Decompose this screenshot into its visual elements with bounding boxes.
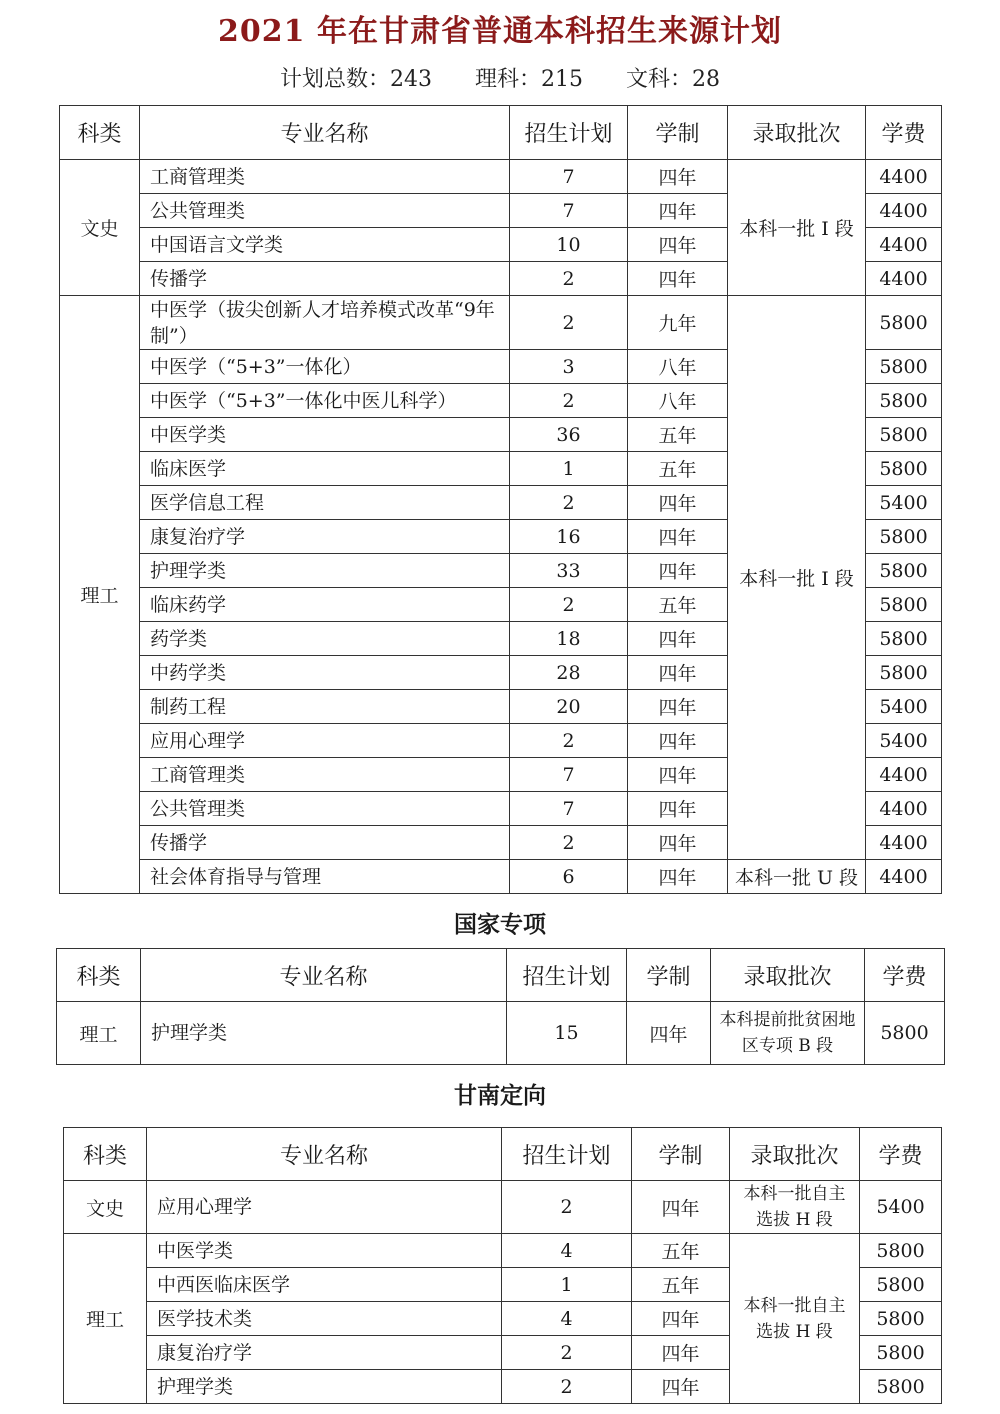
plan-cell: 2 bbox=[510, 588, 628, 622]
major-cell: 制药工程 bbox=[140, 690, 510, 724]
duration-cell: 四年 bbox=[628, 194, 728, 228]
duration-cell: 四年 bbox=[628, 860, 728, 894]
summary-science: 理科：215 bbox=[475, 67, 583, 92]
duration-cell: 四年 bbox=[628, 826, 728, 860]
header-batch: 录取批次 bbox=[730, 1128, 860, 1181]
header-batch: 录取批次 bbox=[728, 106, 866, 160]
gannan-plan-table bbox=[63, 1127, 942, 1404]
header-batch: 录取批次 bbox=[711, 949, 865, 1002]
duration-cell: 四年 bbox=[627, 1002, 711, 1065]
fee-cell: 5800 bbox=[866, 418, 942, 452]
table-header-row bbox=[57, 949, 945, 1002]
major-cell: 工商管理类 bbox=[140, 758, 510, 792]
major-cell: 中医学（拔尖创新人才培养模式改革“9年制”） bbox=[140, 296, 510, 350]
major-cell: 公共管理类 bbox=[140, 194, 510, 228]
major-cell: 中医学（“5+3”一体化） bbox=[140, 350, 510, 384]
page-title: 2021 年在甘肃省普通本科招生来源计划 bbox=[218, 14, 782, 49]
section-heading-national: 国家专项 bbox=[454, 912, 546, 938]
header-duration: 学制 bbox=[627, 949, 711, 1002]
plan-cell: 10 bbox=[510, 228, 628, 262]
table-row bbox=[64, 1181, 942, 1234]
duration-cell: 四年 bbox=[632, 1302, 730, 1336]
major-cell: 中药学类 bbox=[140, 656, 510, 690]
header-plan: 招生计划 bbox=[510, 106, 628, 160]
plan-cell: 7 bbox=[510, 792, 628, 826]
table-row bbox=[60, 296, 942, 350]
header-fee: 学费 bbox=[865, 949, 945, 1002]
fee-cell: 5800 bbox=[866, 588, 942, 622]
fee-cell: 4400 bbox=[866, 792, 942, 826]
header-duration: 学制 bbox=[632, 1128, 730, 1181]
fee-cell: 5800 bbox=[860, 1370, 942, 1404]
duration-cell: 四年 bbox=[632, 1181, 730, 1234]
major-cell: 社会体育指导与管理 bbox=[140, 860, 510, 894]
duration-cell: 四年 bbox=[628, 792, 728, 826]
duration-cell: 四年 bbox=[628, 520, 728, 554]
plan-cell: 16 bbox=[510, 520, 628, 554]
duration-cell: 五年 bbox=[628, 418, 728, 452]
plan-cell: 2 bbox=[502, 1336, 632, 1370]
fee-cell: 5800 bbox=[866, 296, 942, 350]
duration-cell: 五年 bbox=[632, 1268, 730, 1302]
fee-cell: 4400 bbox=[866, 826, 942, 860]
national-plan-table bbox=[56, 948, 945, 1065]
major-cell: 传播学 bbox=[140, 262, 510, 296]
plan-cell: 20 bbox=[510, 690, 628, 724]
plan-cell: 4 bbox=[502, 1302, 632, 1336]
duration-cell: 四年 bbox=[628, 554, 728, 588]
fee-cell: 5800 bbox=[866, 656, 942, 690]
major-cell: 传播学 bbox=[140, 826, 510, 860]
fee-cell: 4400 bbox=[866, 758, 942, 792]
duration-cell: 五年 bbox=[628, 588, 728, 622]
major-cell: 中西医临床医学 bbox=[147, 1268, 502, 1302]
fee-cell: 4400 bbox=[866, 160, 942, 194]
header-category: 科类 bbox=[60, 106, 140, 160]
major-cell: 药学类 bbox=[140, 622, 510, 656]
duration-cell: 八年 bbox=[628, 350, 728, 384]
header-category: 科类 bbox=[57, 949, 141, 1002]
batch-cell: 本科一批自主选拔 H 段 bbox=[730, 1234, 860, 1404]
plan-cell: 2 bbox=[510, 724, 628, 758]
duration-cell: 四年 bbox=[632, 1336, 730, 1370]
fee-cell: 5400 bbox=[866, 724, 942, 758]
major-cell: 临床药学 bbox=[140, 588, 510, 622]
major-cell: 医学技术类 bbox=[147, 1302, 502, 1336]
plan-cell: 1 bbox=[502, 1268, 632, 1302]
plan-summary bbox=[0, 62, 1000, 93]
table-row bbox=[60, 860, 942, 894]
fee-cell: 5400 bbox=[866, 690, 942, 724]
plan-cell: 7 bbox=[510, 758, 628, 792]
major-cell: 工商管理类 bbox=[140, 160, 510, 194]
category-cell: 理工 bbox=[57, 1002, 141, 1065]
category-cell: 理工 bbox=[64, 1234, 147, 1404]
plan-cell: 28 bbox=[510, 656, 628, 690]
batch-cell: 本科一批自主选拔 H 段 bbox=[730, 1181, 860, 1234]
major-cell: 应用心理学 bbox=[140, 724, 510, 758]
plan-cell: 7 bbox=[510, 194, 628, 228]
fee-cell: 5800 bbox=[866, 452, 942, 486]
category-cell: 理工 bbox=[60, 296, 140, 894]
major-cell: 中医学（“5+3”一体化中医儿科学） bbox=[140, 384, 510, 418]
plan-cell: 2 bbox=[502, 1181, 632, 1234]
fee-cell: 4400 bbox=[866, 860, 942, 894]
major-cell: 康复治疗学 bbox=[147, 1336, 502, 1370]
header-major: 专业名称 bbox=[141, 949, 507, 1002]
fee-cell: 5800 bbox=[860, 1234, 942, 1268]
main-plan-table bbox=[59, 105, 942, 894]
duration-cell: 五年 bbox=[628, 452, 728, 486]
header-fee: 学费 bbox=[866, 106, 942, 160]
major-cell: 护理学类 bbox=[140, 554, 510, 588]
plan-cell: 2 bbox=[510, 262, 628, 296]
fee-cell: 5400 bbox=[866, 486, 942, 520]
fee-cell: 5800 bbox=[860, 1302, 942, 1336]
header-category: 科类 bbox=[64, 1128, 147, 1181]
category-cell: 文史 bbox=[64, 1181, 147, 1234]
major-cell: 康复治疗学 bbox=[140, 520, 510, 554]
batch-cell: 本科一批 I 段 bbox=[728, 296, 866, 860]
plan-cell: 1 bbox=[510, 452, 628, 486]
fee-cell: 5800 bbox=[860, 1336, 942, 1370]
fee-cell: 5800 bbox=[866, 622, 942, 656]
major-cell: 临床医学 bbox=[140, 452, 510, 486]
plan-cell: 6 bbox=[510, 860, 628, 894]
fee-cell: 4400 bbox=[866, 262, 942, 296]
plan-cell: 18 bbox=[510, 622, 628, 656]
plan-cell: 33 bbox=[510, 554, 628, 588]
batch-cell: 本科一批 I 段 bbox=[728, 160, 866, 296]
table-header-row bbox=[64, 1128, 942, 1181]
duration-cell: 四年 bbox=[628, 758, 728, 792]
duration-cell: 四年 bbox=[628, 228, 728, 262]
duration-cell: 九年 bbox=[628, 296, 728, 350]
plan-cell: 2 bbox=[510, 486, 628, 520]
category-cell: 文史 bbox=[60, 160, 140, 296]
fee-cell: 4400 bbox=[866, 228, 942, 262]
major-cell: 护理学类 bbox=[147, 1370, 502, 1404]
fee-cell: 5800 bbox=[866, 520, 942, 554]
table-row bbox=[64, 1234, 942, 1268]
plan-cell: 2 bbox=[510, 384, 628, 418]
duration-cell: 四年 bbox=[628, 622, 728, 656]
header-major: 专业名称 bbox=[147, 1128, 502, 1181]
table-row bbox=[60, 160, 942, 194]
duration-cell: 四年 bbox=[632, 1370, 730, 1404]
major-cell: 中医学类 bbox=[140, 418, 510, 452]
plan-cell: 36 bbox=[510, 418, 628, 452]
plan-cell: 2 bbox=[502, 1370, 632, 1404]
major-cell: 公共管理类 bbox=[140, 792, 510, 826]
summary-total: 计划总数：243 bbox=[280, 67, 432, 92]
fee-cell: 5800 bbox=[865, 1002, 945, 1065]
plan-cell: 3 bbox=[510, 350, 628, 384]
header-plan: 招生计划 bbox=[507, 949, 627, 1002]
fee-cell: 5800 bbox=[866, 554, 942, 588]
fee-cell: 5800 bbox=[866, 350, 942, 384]
fee-cell: 5800 bbox=[866, 384, 942, 418]
duration-cell: 四年 bbox=[628, 724, 728, 758]
plan-cell: 2 bbox=[510, 826, 628, 860]
plan-cell: 2 bbox=[510, 296, 628, 350]
plan-cell: 15 bbox=[507, 1002, 627, 1065]
header-major: 专业名称 bbox=[140, 106, 510, 160]
fee-cell: 4400 bbox=[866, 194, 942, 228]
duration-cell: 四年 bbox=[628, 690, 728, 724]
summary-arts: 文科：28 bbox=[626, 67, 720, 92]
major-cell: 中国语言文学类 bbox=[140, 228, 510, 262]
section-heading-gannan: 甘南定向 bbox=[454, 1083, 546, 1109]
header-fee: 学费 bbox=[860, 1128, 942, 1181]
batch-cell: 本科提前批贫困地区专项 B 段 bbox=[711, 1002, 865, 1065]
fee-cell: 5400 bbox=[860, 1181, 942, 1234]
plan-cell: 7 bbox=[510, 160, 628, 194]
major-cell: 应用心理学 bbox=[147, 1181, 502, 1234]
header-plan: 招生计划 bbox=[502, 1128, 632, 1181]
batch-cell: 本科一批 U 段 bbox=[728, 860, 866, 894]
table-header-row bbox=[60, 106, 942, 160]
header-duration: 学制 bbox=[628, 106, 728, 160]
duration-cell: 四年 bbox=[628, 656, 728, 690]
duration-cell: 八年 bbox=[628, 384, 728, 418]
duration-cell: 五年 bbox=[632, 1234, 730, 1268]
major-cell: 护理学类 bbox=[141, 1002, 507, 1065]
table-row bbox=[57, 1002, 945, 1065]
duration-cell: 四年 bbox=[628, 262, 728, 296]
fee-cell: 5800 bbox=[860, 1268, 942, 1302]
major-cell: 医学信息工程 bbox=[140, 486, 510, 520]
duration-cell: 四年 bbox=[628, 486, 728, 520]
major-cell: 中医学类 bbox=[147, 1234, 502, 1268]
duration-cell: 四年 bbox=[628, 160, 728, 194]
plan-cell: 4 bbox=[502, 1234, 632, 1268]
